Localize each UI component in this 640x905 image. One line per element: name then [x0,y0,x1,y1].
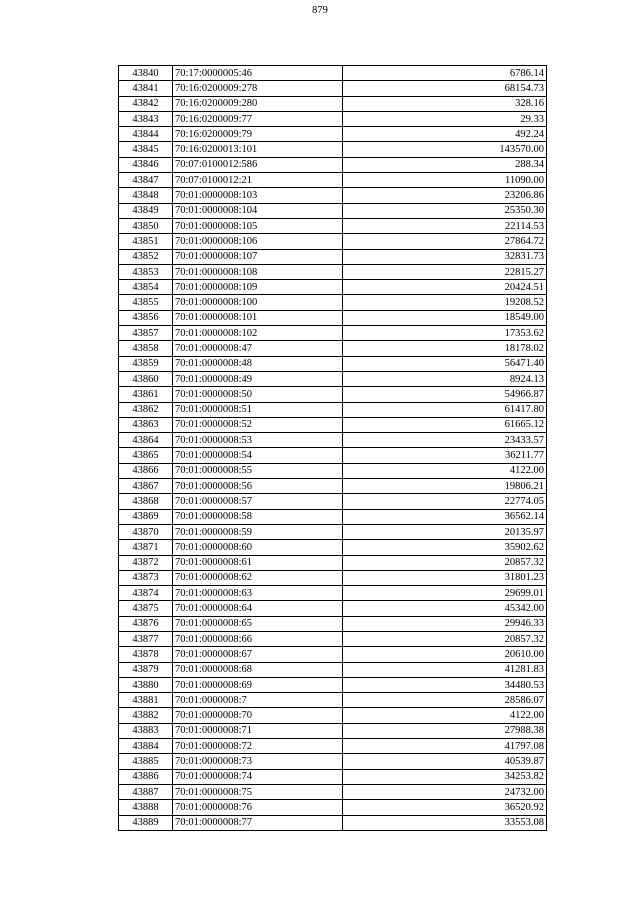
row-number-cell: 43876 [119,616,173,631]
row-number-cell: 43859 [119,356,173,371]
table-row [119,769,547,784]
cadastral-number-cell: 70:07:0100012:21 [173,173,343,188]
cadastral-number-cell: 70:01:0000008:72 [173,739,343,754]
value-cell: 18178.02 [343,341,547,356]
row-number-cell: 43862 [119,402,173,417]
row-number-cell: 43867 [119,479,173,494]
cadastral-number-cell: 70:01:0000008:58 [173,509,343,524]
cadastral-number-cell: 70:01:0000008:66 [173,631,343,646]
row-number-cell: 43889 [119,815,173,830]
table-row [119,142,547,157]
value-cell: 20610.00 [343,647,547,662]
cadastral-number-cell: 70:01:0000008:51 [173,402,343,417]
row-number-cell: 43872 [119,555,173,570]
value-cell: 68154.73 [343,81,547,96]
value-cell: 29699.01 [343,586,547,601]
table-row [119,739,547,754]
value-cell: 22815.27 [343,264,547,279]
table-row [119,647,547,662]
row-number-cell: 43858 [119,341,173,356]
cadastral-number-cell: 70:16:0200009:79 [173,127,343,142]
row-number-cell: 43874 [119,586,173,601]
table-row [119,662,547,677]
row-number-cell: 43846 [119,157,173,172]
row-number-cell: 43850 [119,218,173,233]
table-row [119,264,547,279]
table-row [119,693,547,708]
row-number-cell: 43844 [119,127,173,142]
cadastral-number-cell: 70:16:0200013:101 [173,142,343,157]
row-number-cell: 43849 [119,203,173,218]
row-number-cell: 43868 [119,494,173,509]
value-cell: 20424.51 [343,280,547,295]
value-cell: 20857.32 [343,555,547,570]
row-number-cell: 43852 [119,249,173,264]
cadastral-number-cell: 70:01:0000008:104 [173,203,343,218]
value-cell: 27988.38 [343,723,547,738]
row-number-cell: 43851 [119,234,173,249]
row-number-cell: 43883 [119,723,173,738]
table-row [119,356,547,371]
table-row [119,631,547,646]
table-row [119,570,547,585]
row-number-cell: 43880 [119,677,173,692]
row-number-cell: 43877 [119,631,173,646]
value-cell: 143570.00 [343,142,547,157]
row-number-cell: 43863 [119,417,173,432]
cadastral-number-cell: 70:16:0200009:280 [173,96,343,111]
table-row [119,402,547,417]
value-cell: 17353.62 [343,326,547,341]
table-row [119,341,547,356]
cadastral-number-cell: 70:01:0000008:53 [173,433,343,448]
table-row [119,96,547,111]
value-cell: 19208.52 [343,295,547,310]
cadastral-number-cell: 70:01:0000008:7 [173,693,343,708]
row-number-cell: 43879 [119,662,173,677]
value-cell: 6786.14 [343,66,547,81]
row-number-cell: 43885 [119,754,173,769]
cadastral-number-cell: 70:01:0000008:63 [173,586,343,601]
row-number-cell: 43869 [119,509,173,524]
value-cell: 4122.00 [343,463,547,478]
cadastral-number-cell: 70:07:0100012:586 [173,157,343,172]
cadastral-number-cell: 70:01:0000008:71 [173,723,343,738]
row-number-cell: 43881 [119,693,173,708]
cadastral-number-cell: 70:01:0000008:108 [173,264,343,279]
value-cell: 41797.08 [343,739,547,754]
row-number-cell: 43886 [119,769,173,784]
value-cell: 36211.77 [343,448,547,463]
row-number-cell: 43866 [119,463,173,478]
cadastral-number-cell: 70:01:0000008:68 [173,662,343,677]
row-number-cell: 43847 [119,173,173,188]
table-row [119,479,547,494]
value-cell: 61417.80 [343,402,547,417]
cadastral-number-cell: 70:01:0000008:49 [173,371,343,386]
value-cell: 24732.00 [343,784,547,799]
value-cell: 29.33 [343,111,547,126]
table-row [119,540,547,555]
cadastral-number-cell: 70:17:0000005:46 [173,66,343,81]
cadastral-number-cell: 70:01:0000008:109 [173,280,343,295]
row-number-cell: 43855 [119,295,173,310]
cadastral-number-cell: 70:01:0000008:100 [173,295,343,310]
cadastral-number-cell: 70:01:0000008:52 [173,417,343,432]
cadastral-number-cell: 70:01:0000008:103 [173,188,343,203]
row-number-cell: 43864 [119,433,173,448]
value-cell: 29946.33 [343,616,547,631]
cadastral-number-cell: 70:01:0000008:69 [173,677,343,692]
cadastral-number-cell: 70:01:0000008:47 [173,341,343,356]
value-cell: 45342.00 [343,601,547,616]
value-cell: 328.16 [343,96,547,111]
row-number-cell: 43857 [119,326,173,341]
value-cell: 36520.92 [343,800,547,815]
value-cell: 36562.14 [343,509,547,524]
cadastral-number-cell: 70:01:0000008:60 [173,540,343,555]
value-cell: 25350.30 [343,203,547,218]
value-cell: 34253.82 [343,769,547,784]
row-number-cell: 43843 [119,111,173,126]
row-number-cell: 43882 [119,708,173,723]
cadastral-number-cell: 70:01:0000008:74 [173,769,343,784]
cadastral-number-cell: 70:01:0000008:106 [173,234,343,249]
table-row [119,310,547,325]
table-row [119,509,547,524]
row-number-cell: 43840 [119,66,173,81]
cadastral-number-cell: 70:01:0000008:67 [173,647,343,662]
table-row [119,371,547,386]
table-row [119,677,547,692]
row-number-cell: 43841 [119,81,173,96]
row-number-cell: 43860 [119,371,173,386]
value-cell: 23206.86 [343,188,547,203]
cadastral-number-cell: 70:01:0000008:62 [173,570,343,585]
value-cell: 19806.21 [343,479,547,494]
row-number-cell: 43861 [119,387,173,402]
table-row [119,494,547,509]
value-cell: 492.24 [343,127,547,142]
cadastral-number-cell: 70:01:0000008:65 [173,616,343,631]
value-cell: 20135.97 [343,524,547,539]
table-row [119,815,547,830]
row-number-cell: 43848 [119,188,173,203]
table-row [119,81,547,96]
registry-table [118,65,547,831]
value-cell: 33553.08 [343,815,547,830]
table-row [119,234,547,249]
table-row [119,111,547,126]
value-cell: 23433.57 [343,433,547,448]
row-number-cell: 43865 [119,448,173,463]
cadastral-number-cell: 70:01:0000008:57 [173,494,343,509]
cadastral-number-cell: 70:16:0200009:77 [173,111,343,126]
table-row [119,524,547,539]
value-cell: 4122.00 [343,708,547,723]
row-number-cell: 43888 [119,800,173,815]
cadastral-number-cell: 70:01:0000008:105 [173,218,343,233]
cadastral-number-cell: 70:01:0000008:61 [173,555,343,570]
row-number-cell: 43884 [119,739,173,754]
registry-table-body [119,66,547,831]
cadastral-number-cell: 70:01:0000008:107 [173,249,343,264]
cadastral-number-cell: 70:01:0000008:102 [173,326,343,341]
table-row [119,433,547,448]
row-number-cell: 43878 [119,647,173,662]
cadastral-number-cell: 70:01:0000008:64 [173,601,343,616]
cadastral-number-cell: 70:01:0000008:77 [173,815,343,830]
value-cell: 61665.12 [343,417,547,432]
table-row [119,387,547,402]
table-row [119,127,547,142]
cadastral-number-cell: 70:01:0000008:54 [173,448,343,463]
row-number-cell: 43854 [119,280,173,295]
row-number-cell: 43845 [119,142,173,157]
table-row [119,188,547,203]
row-number-cell: 43871 [119,540,173,555]
table-row [119,555,547,570]
table-row [119,448,547,463]
value-cell: 56471.40 [343,356,547,371]
value-cell: 34480.53 [343,677,547,692]
cadastral-number-cell: 70:01:0000008:59 [173,524,343,539]
cadastral-number-cell: 70:01:0000008:75 [173,784,343,799]
row-number-cell: 43842 [119,96,173,111]
value-cell: 27864.72 [343,234,547,249]
value-cell: 8924.13 [343,371,547,386]
cadastral-number-cell: 70:16:0200009:278 [173,81,343,96]
row-number-cell: 43873 [119,570,173,585]
table-row [119,157,547,172]
page-number: 879 [312,5,328,16]
value-cell: 288.34 [343,157,547,172]
value-cell: 18549.00 [343,310,547,325]
cadastral-number-cell: 70:01:0000008:56 [173,479,343,494]
cadastral-number-cell: 70:01:0000008:73 [173,754,343,769]
value-cell: 11090.00 [343,173,547,188]
table-row [119,784,547,799]
value-cell: 41281.83 [343,662,547,677]
table-row [119,800,547,815]
table-row [119,463,547,478]
table-row [119,417,547,432]
value-cell: 20857.32 [343,631,547,646]
table-row [119,249,547,264]
value-cell: 54966.87 [343,387,547,402]
table-row [119,218,547,233]
table-row [119,601,547,616]
cadastral-number-cell: 70:01:0000008:70 [173,708,343,723]
row-number-cell: 43870 [119,524,173,539]
cadastral-number-cell: 70:01:0000008:55 [173,463,343,478]
value-cell: 35902.62 [343,540,547,555]
table-row [119,203,547,218]
value-cell: 32831.73 [343,249,547,264]
table-row [119,708,547,723]
value-cell: 22114.53 [343,218,547,233]
cadastral-number-cell: 70:01:0000008:50 [173,387,343,402]
value-cell: 31801.23 [343,570,547,585]
row-number-cell: 43853 [119,264,173,279]
row-number-cell: 43887 [119,784,173,799]
table-row [119,616,547,631]
value-cell: 40539.87 [343,754,547,769]
value-cell: 22774.05 [343,494,547,509]
cadastral-number-cell: 70:01:0000008:48 [173,356,343,371]
table-row [119,280,547,295]
table-row [119,586,547,601]
table-row [119,754,547,769]
table-row [119,66,547,81]
value-cell: 28586.07 [343,693,547,708]
table-row [119,295,547,310]
cadastral-number-cell: 70:01:0000008:76 [173,800,343,815]
table-row [119,173,547,188]
row-number-cell: 43856 [119,310,173,325]
cadastral-number-cell: 70:01:0000008:101 [173,310,343,325]
table-row [119,326,547,341]
table-row [119,723,547,738]
row-number-cell: 43875 [119,601,173,616]
